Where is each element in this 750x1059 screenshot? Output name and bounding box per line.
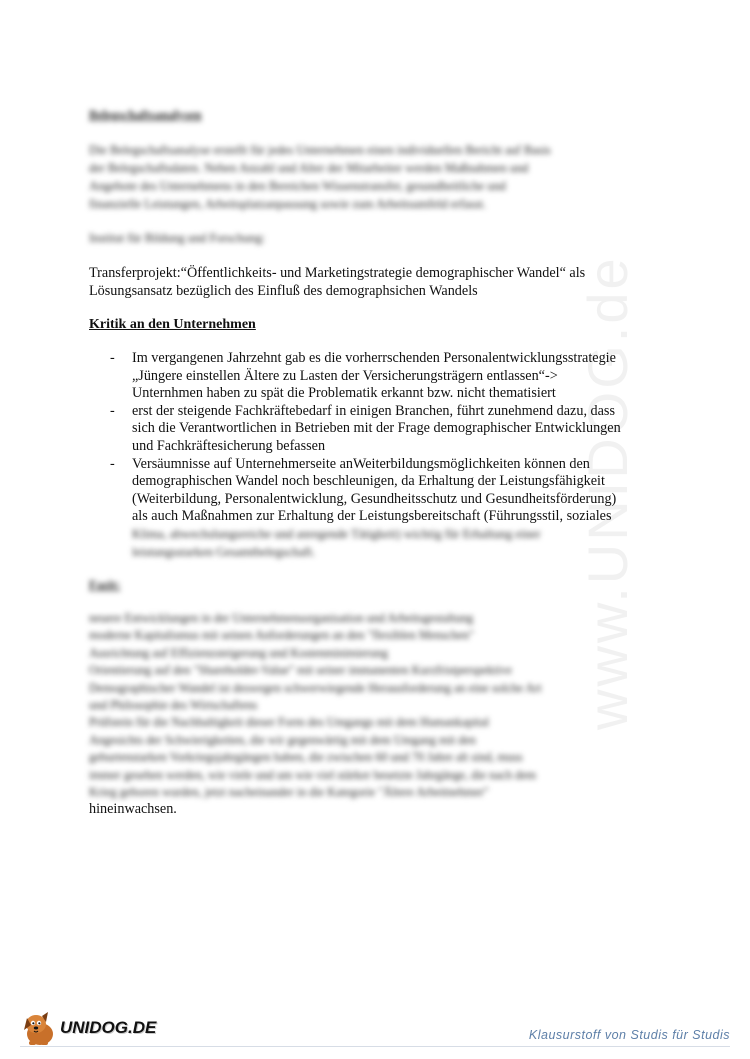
list-item: [89, 456, 664, 562]
section-heading-belegschaftsanalysen: Belegschaftsanalysen: [89, 108, 202, 122]
fazit-line: neuere Entwicklungen in der Unternehmensorganisation und Arbeitsgestaltung: [89, 611, 474, 625]
kritik-list: [89, 350, 664, 561]
transfer-line: Lösungsansatz bezüglich des Einfluß des demographsichen Wandels: [89, 282, 478, 299]
fazit-line: Demographischer Wandel ist deswegen schwerwiegende Herausforderung an eine solche Art: [89, 680, 542, 695]
fazit-line: Krieg geboren wurden, jetzt nacheinander in die Kategorie "Ältere Arbeitnehmer": [89, 785, 489, 800]
logo-text: UNIDOG.DE: [60, 1018, 157, 1037]
list-line: demographischen Wandel noch beschleunigen, da Erhaltung der Leistungsfähigkeit: [132, 473, 605, 490]
unidog-logo[interactable]: [22, 1008, 156, 1048]
fazit-line: moderne Kapitalismus mit seinen Anforderungen an den "flexiblen Menschen": [89, 628, 474, 643]
fazit-line: und Philosophie des Wirtschaftens: [89, 698, 258, 713]
list-line: (Weiterbildung, Personalentwicklung, Gesundheitsschutz und Gesundheitsförderung): [132, 490, 617, 507]
list-item: [89, 403, 664, 456]
bullet-dash: -: [110, 350, 115, 366]
list-line-blurred: leistungsstarken Gesamtbelegschaft.: [132, 544, 316, 559]
paragraph-line: finanzielle Leistungen, Arbeitsplatzanpassung sowie zum Arbeitsumfeld erfasst.: [89, 197, 487, 211]
bullet-dash: -: [110, 455, 115, 472]
belegschaftsanalyse-paragraph: [89, 141, 659, 213]
fazit-line: geburtenstarken Vorkriegsjahrgängen haben, die zwischen 60 und 70 Jahre alt sind, muss: [89, 750, 523, 765]
list-line: „Jüngere einstellen Ältere zu Lasten der Versicherungsträgern entlassen“->: [132, 367, 558, 384]
transfer-line: Transferprojekt:“Öffentlichkeits- und Marketingstrategie demographischer Wandel“ als: [89, 265, 586, 281]
list-line: Im vergangenen Jahrzehnt gab es die vorherrschenden Personalentwicklungsstrategie: [132, 350, 616, 366]
paragraph-line: Die Belegschaftsanalyse erstellt für jedes Unternehmen einen individuellen Bericht auf Basis: [89, 143, 551, 157]
section-heading-fazit: Fazit:: [89, 578, 121, 592]
list-line: Unternhmen haben zu spät die Problematik erkannt bzw. nicht thematisiert: [132, 385, 556, 402]
transfer-project-text: [89, 265, 689, 300]
fazit-line: Angesichts der Schwierigkeiten, die wir gegenwärtig mit dem Umgang mit den: [89, 732, 476, 747]
paragraph-line: Angebote des Unternehmens in den Bereichen Wissenstransfer, gesundheitliche und: [89, 179, 506, 193]
list-line: als auch Maßnahmen zur Erhaltung der Leistungsbereitschaft (Führungsstil, soziales: [132, 508, 612, 525]
fazit-line: Ausrichtung auf Effizienzsteigerung und Kostenminimierung: [89, 645, 388, 660]
list-line-blurred: Klima, abwechslungsreiche und anregende Tätigkeit) wichtig für Erhaltung einer: [132, 526, 541, 541]
section-heading-kritik: Kritik an den Unternehmen: [89, 317, 256, 332]
bullet-dash: -: [110, 402, 115, 419]
dog-mascot-icon: [22, 1008, 58, 1048]
fazit-line: immer gesehen werden, wie viele und um wie viel stärker besetzte Jahrgänge, die nach dem: [89, 767, 537, 782]
list-line: und Fachkräftesicherung befassen: [132, 437, 326, 454]
footer-tagline: Klausurstoff von Studis für Studis: [528, 1028, 730, 1042]
list-line: Versäumnisse auf Unternehmerseite anWeiterbildungsmöglichkeiten können den: [132, 455, 590, 472]
list-item: [89, 350, 664, 403]
fazit-last-line: hineinwachsen.: [89, 801, 177, 817]
fazit-line: Orientierung auf den "Shareholder-Value" mit seiner immanenten Kurzfristperspektive: [89, 663, 512, 678]
fazit-line: Prüfstein für die Nachhaltigkeit dieser Form des Umgangs mit dem Humankapital: [89, 715, 490, 730]
watermark: www.UNIDOG.de: [576, 255, 639, 730]
institute-line: Institut für Bildung und Forschung:: [89, 231, 266, 245]
fazit-text: [89, 610, 669, 801]
paragraph-line: der Belegschaftsdaten. Neben Anzahl und Alter der Mitarbeiter werden Maßnahmen und: [89, 161, 529, 175]
footer-divider: [20, 1046, 730, 1047]
list-line: erst der steigende Fachkräftebedarf in einigen Branchen, führt zunehmend dazu, dass: [132, 402, 615, 419]
list-line: sich die Verantwortlichen in Betrieben mit der Frage demographischer Entwicklungen: [132, 420, 621, 437]
